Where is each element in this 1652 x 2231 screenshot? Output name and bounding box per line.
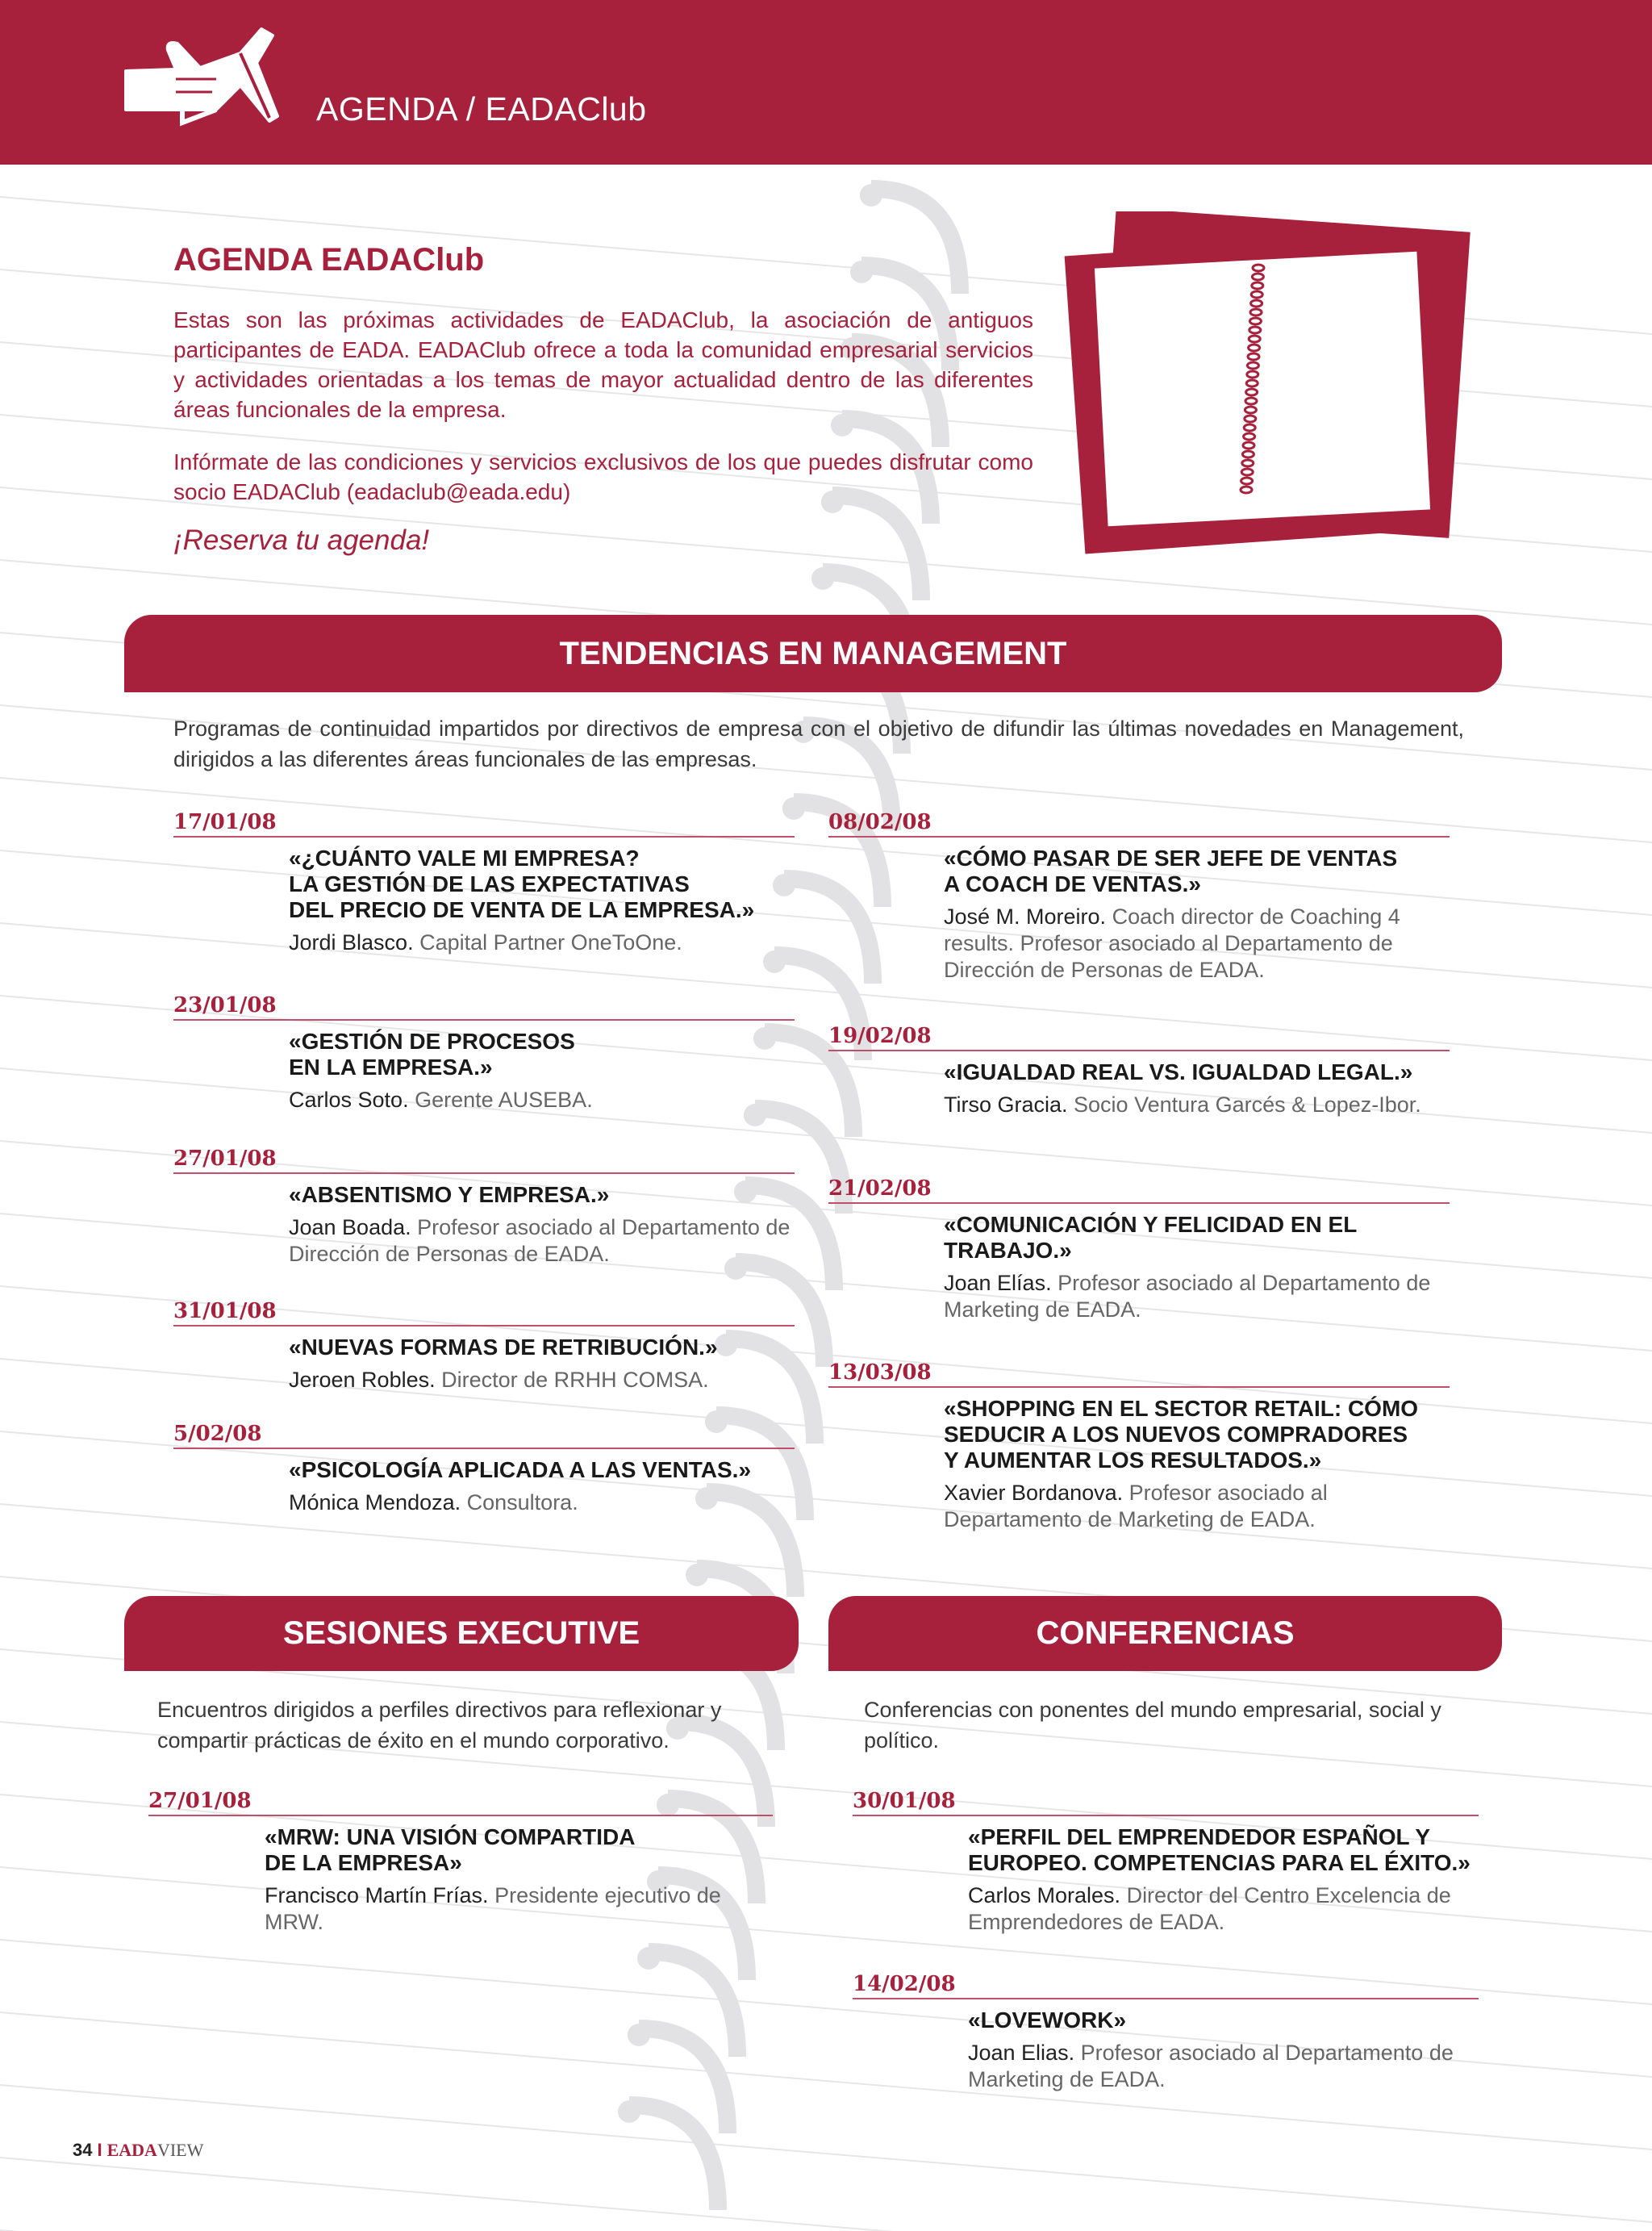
event-item: [828, 810, 1450, 984]
speaker-role: Coach director de Coaching 4 results. Profesor asociado al Departamento de Dirección de Personas de EADA.: [944, 905, 1400, 982]
speaker-role: Profesor asociado al Departamento de Marketing de EADA.: [968, 2041, 1454, 2091]
intro-tagline: ¡Reserva tu agenda!: [173, 524, 430, 556]
executive-description: Encuentros dirigidos a perfiles directivos para reflexionar y compartir prácticas de éxito en el mundo corporativo.: [157, 1698, 722, 1753]
event-speaker: [944, 904, 1450, 984]
event-item: [173, 810, 795, 956]
intro-paragraph: Estas son las próximas actividades de EADAClub, la asociación de antiguos participantes de EADA. EADAClub ofrece a toda la comunidad empresarial servicios y actividades orientadas a los temas de mayor actualidad dentro de las diferentes áreas funcionales de la empresa.: [173, 307, 1033, 422]
speaker-role: Presidente ejecutivo de MRW.: [265, 1883, 721, 1934]
section-banner-management: TENDENCIAS EN MANAGEMENT: [124, 615, 1502, 692]
decor-line: [0, 2085, 1652, 2222]
management-description: Programas de continuidad impartidos por directivos de empresa con el objetivo de difundir las últimas novedades en Management, dirigidos a las diferentes áreas funcionales de las empresas.: [173, 717, 1464, 771]
speaker-name: Carlos Morales.: [968, 1883, 1121, 1907]
speaker-name: Joan Elias.: [968, 2041, 1075, 2065]
decor-spiral-hole: [628, 2024, 650, 2046]
event-speaker: [289, 1367, 795, 1393]
decor-line: [0, 2158, 1652, 2231]
event-item: [853, 1972, 1479, 2093]
header-title: AGENDA / EADAClub: [316, 90, 647, 127]
event-date: 14/02/08: [853, 1972, 1479, 1999]
event-date: 23/01/08: [173, 993, 795, 1021]
decor-spiral-hole: [637, 1947, 660, 1970]
event-item: [173, 993, 795, 1113]
section-banner-conferencias: CONFERENCIAS: [828, 1596, 1502, 1671]
page-number: 34: [73, 2140, 93, 2160]
event-title: «COMUNICACIÓN Y FELICIDAD EN EL TRABAJO.»: [944, 1212, 1358, 1263]
event-title: «GESTIÓN DE PROCESOS EN LA EMPRESA.»: [289, 1029, 575, 1080]
event-title: «CÓMO PASAR DE SER JEFE DE VENTAS A COACH DE VENTAS.»: [944, 846, 1398, 896]
event-speaker: [944, 1480, 1450, 1533]
speaker-name: Mónica Mendoza.: [289, 1490, 461, 1514]
decor-spiral-hole: [686, 1564, 708, 1586]
event-date: 08/02/08: [828, 810, 1450, 838]
speaker-name: Tirso Gracia.: [944, 1093, 1068, 1117]
event-date: 19/02/08: [828, 1024, 1450, 1051]
event-title: «SHOPPING EN EL SECTOR RETAIL: CÓMO SEDUCIR A LOS NUEVOS COMPRADORES Y AUMENTAR LOS RESULTADOS.»: [944, 1396, 1419, 1473]
speaker-name: Joan Elías.: [944, 1271, 1052, 1295]
decor-spiral-hole: [811, 567, 834, 590]
event-speaker: [968, 2040, 1479, 2093]
decor-spiral-hole: [618, 2100, 640, 2123]
event-date: 31/01/08: [173, 1299, 795, 1326]
speaker-name: Jeroen Robles.: [289, 1368, 436, 1392]
intro-title: AGENDA EADAClub: [173, 242, 485, 278]
decor-spiral-hole: [860, 184, 882, 207]
speaker-role: Socio Ventura Garcés & Lopez-Ibor.: [1067, 1093, 1421, 1117]
speaker-role: Profesor asociado al Departamento de Marketing de EADA.: [944, 1271, 1431, 1322]
section-banner-executive: SESIONES EXECUTIVE: [124, 1596, 799, 1671]
event-speaker: [289, 1214, 795, 1268]
speaker-role: Capital Partner OneToOne.: [413, 930, 682, 955]
footer-separator: I: [97, 2140, 102, 2160]
speaker-name: Francisco Martín Frías.: [265, 1883, 489, 1907]
decor-spiral-hole: [850, 261, 873, 283]
speaker-role: Director de RRHH COMSA.: [435, 1368, 709, 1392]
event-item: [828, 1360, 1450, 1533]
event-date: 5/02/08: [173, 1422, 795, 1449]
decor-spiral-ring: [629, 2105, 718, 2210]
intro-contact-paragraph: Infórmate de las condiciones y servicios exclusivos de los que puedes disfrutar como socio EADAClub (eadaclub@eada.edu): [173, 449, 1033, 504]
speaker-role: Consultora.: [461, 1490, 578, 1514]
event-speaker: [968, 1882, 1479, 1936]
hand-writing-icon: [119, 21, 281, 142]
page-footer: [73, 2140, 203, 2161]
event-item: [173, 1299, 795, 1393]
event-speaker: [944, 1270, 1450, 1323]
speaker-name: Xavier Bordanova.: [944, 1481, 1124, 1505]
speaker-role: Profesor asociado al Departamento de Dirección de Personas de EADA.: [289, 1215, 791, 1266]
event-title: «IGUALDAD REAL VS. IGUALDAD LEGAL.»: [944, 1059, 1413, 1084]
event-date: 17/01/08: [173, 810, 795, 838]
event-date: 27/01/08: [173, 1147, 795, 1174]
speaker-name: Joan Boada.: [289, 1215, 411, 1239]
event-speaker: [289, 930, 795, 956]
event-date: 13/03/08: [828, 1360, 1450, 1388]
event-title: «PERFIL DEL EMPRENDEDOR ESPAÑOL Y EUROPEO. COMPETENCIAS PARA EL ÉXITO.»: [968, 1824, 1471, 1875]
event-item: [173, 1422, 795, 1516]
speaker-name: Jordi Blasco.: [289, 930, 414, 955]
brand-name-part1: EADA: [106, 2140, 157, 2160]
event-title: «LOVEWORK»: [968, 2007, 1127, 2033]
brand-name-part2: VIEW: [156, 2140, 204, 2160]
conferencias-description: Conferencias con ponentes del mundo empresarial, social y político.: [864, 1698, 1441, 1753]
event-title: «MRW: UNA VISIÓN COMPARTIDA DE LA EMPRESA»: [265, 1824, 636, 1875]
speaker-role: Gerente AUSEBA.: [408, 1088, 593, 1112]
event-date: 30/01/08: [853, 1789, 1479, 1816]
event-item: [853, 1789, 1479, 1936]
event-speaker: [289, 1489, 795, 1516]
event-speaker: [944, 1092, 1450, 1118]
event-title: «ABSENTISMO Y EMPRESA.»: [289, 1182, 610, 1207]
event-speaker: [289, 1087, 795, 1113]
event-date: 21/02/08: [828, 1176, 1450, 1204]
speaker-name: Carlos Soto.: [289, 1088, 409, 1112]
event-title: «PSICOLOGÍA APLICADA A LAS VENTAS.»: [289, 1457, 752, 1482]
speaker-role: Director del Centro Excelencia de Emprendedores de EADA.: [968, 1883, 1451, 1934]
event-item: [828, 1176, 1450, 1323]
event-title: «NUEVAS FORMAS DE RETRIBUCIÓN.»: [289, 1335, 718, 1360]
event-speaker: [265, 1882, 773, 1936]
speaker-name: José M. Moreiro.: [944, 905, 1107, 929]
event-item: [148, 1789, 773, 1936]
notebook-illustration: [1057, 211, 1484, 566]
event-title: «¿CUÁNTO VALE MI EMPRESA? LA GESTIÓN DE LAS EXPECTATIVAS DEL PRECIO DE VENTA DE LA EMPRESA.»: [289, 846, 755, 922]
event-date: 27/01/08: [148, 1789, 773, 1816]
speaker-role: Profesor asociado al Departamento de Marketing de EADA.: [944, 1481, 1328, 1531]
event-item: [173, 1147, 795, 1268]
event-item: [828, 1024, 1450, 1118]
